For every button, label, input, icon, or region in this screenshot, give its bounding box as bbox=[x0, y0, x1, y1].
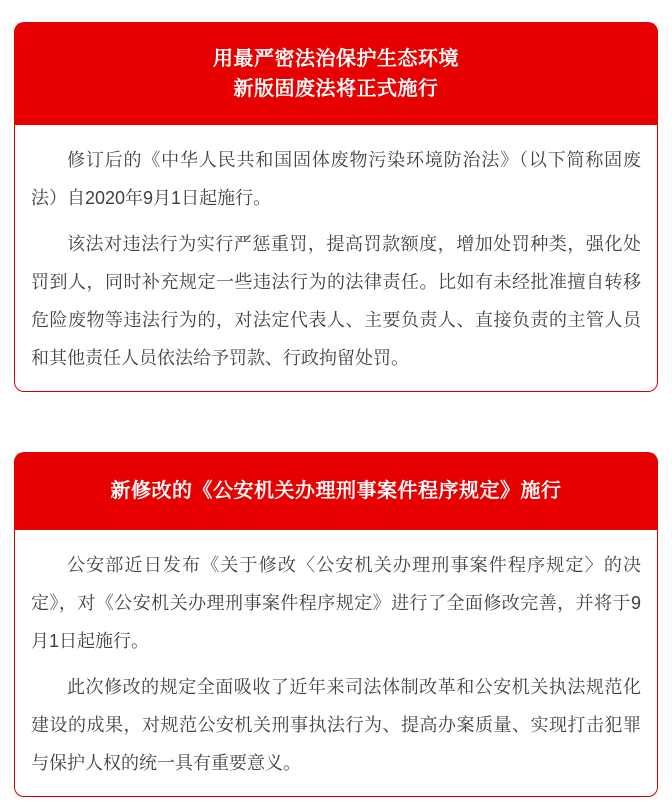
article-paragraph: 公安部近日发布《关于修改〈公安机关办理刑事案件程序规定〉的决定》，对《公安机关办理刑事案件程序规定》进行了全面修改完善，并将于9月1日起施行。 bbox=[31, 555, 641, 651]
article-paragraph: 该法对违法行为实行严惩重罚，提高罚款额度，增加处罚种类，强化处罚到人，同时补充规定一些违法行为的法律责任。比如有未经批准擅自转移危险废物等违法行为的，对法定代表人、主要负责人、直接负责的主管人员和其他责任人员依法给予罚款、行政拘留处罚。 bbox=[31, 234, 641, 368]
article-card-criminal-procedure bbox=[14, 452, 658, 797]
card-title-line: 新修改的《公安机关办理刑事案件程序规定》施行 bbox=[110, 480, 562, 502]
card-title-line: 用最严密法治保护生态环境 bbox=[213, 47, 459, 70]
article-paragraph: 修订后的《中华人民共和国固体废物污染环境防治法》（以下简称固废法）自2020年9月1日起施行。 bbox=[31, 150, 641, 208]
card-title-line: 新版固废法将正式施行 bbox=[233, 77, 439, 100]
card-body bbox=[14, 530, 658, 797]
card-body bbox=[14, 125, 658, 392]
article-card-solid-waste-law bbox=[14, 22, 658, 392]
card-title-banner bbox=[14, 22, 658, 125]
article-paragraph: 此次修改的规定全面吸收了近年来司法体制改革和公安机关执法规范化建设的成果，对规范公安机关刑事执法行为、提高办案质量、实现打击犯罪与保护人权的统一具有重要意义。 bbox=[31, 677, 641, 773]
card-title-banner bbox=[14, 452, 658, 530]
